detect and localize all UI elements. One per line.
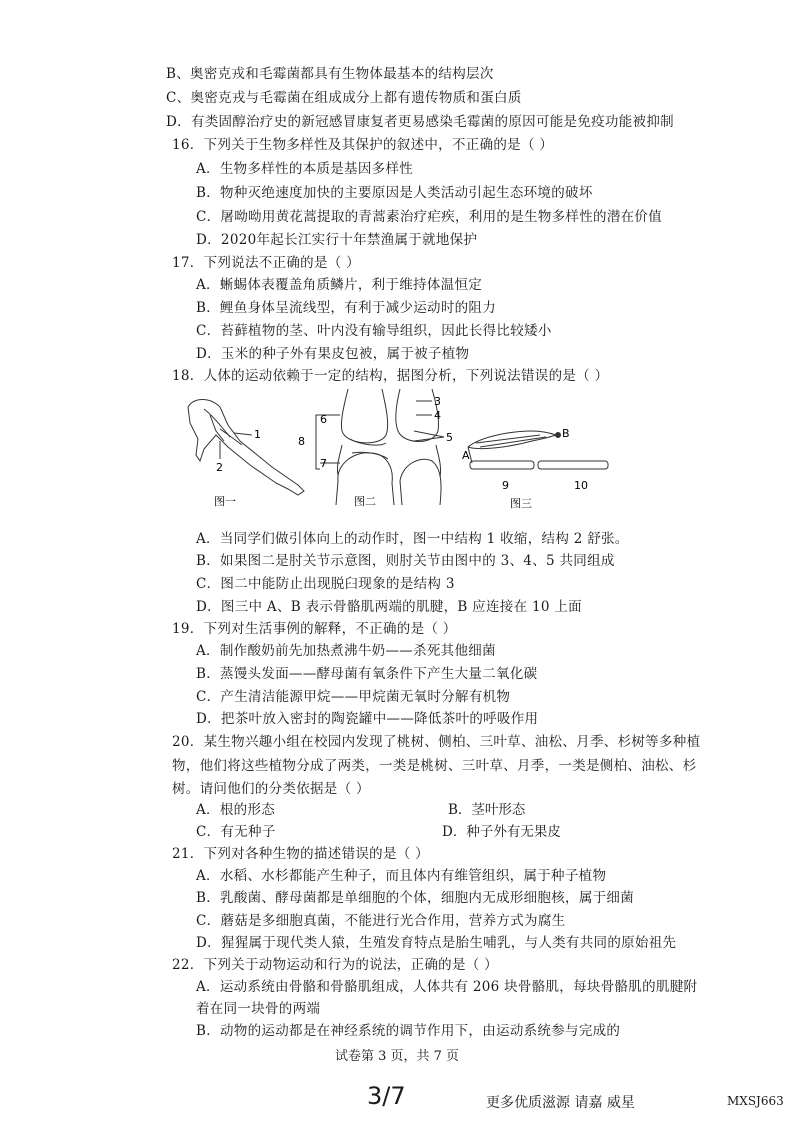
q17-option-d: D．玉米的种子外有果皮包被，属于被子植物 — [196, 346, 470, 362]
q19-option-d: D．把茶叶放入密封的陶瓷罐中——降低茶叶的呼吸作用 — [196, 711, 539, 727]
label-1: 1 — [254, 428, 261, 441]
q18-figure — [180, 385, 610, 513]
q21-option-b: B．乳酸菌、酵母菌都是单细胞的个体，细胞内无成形细胞核，属于细菌 — [196, 890, 635, 906]
q18-option-a: A．当同学们做引体向上的动作时，图一中结构 1 收缩，结构 2 舒张。 — [196, 531, 629, 547]
q21-option-c: C．蘑菇是多细胞真菌，不能进行光合作用，营养方式为腐生 — [196, 913, 566, 929]
q20-option-a: A．根的形态 — [196, 802, 276, 818]
label-10: 10 — [574, 479, 588, 492]
figure-two-joint — [336, 389, 441, 505]
q21-stem: 21．下列对各种生物的描述错误的是（ ） — [172, 846, 429, 862]
q15-option-b: B、奥密克戎和毛霉菌都具有生物体最基本的结构层次 — [166, 66, 494, 82]
q20-option-d: D．种子外有无果皮 — [442, 824, 561, 840]
q18-option-c: C．图二中能防止出现脱臼现象的是结构 3 — [196, 576, 455, 592]
promo-text: 更多优质滋源 请嘉 威星 — [486, 1095, 635, 1111]
q18-stem: 18．人体的运动依赖于一定的结构，据图分析，下列说法错误的是（ ） — [172, 368, 609, 384]
q22-option-b: B．动物的运动都是在神经系统的调节作用下，由运动系统参与完成的 — [196, 1023, 621, 1039]
q15-option-d: D．有类固醇治疗史的新冠感冒康复者更易感染毛霉菌的原因可能是免疫功能被抑制 — [166, 114, 674, 130]
caption-figure-two: 图二 — [354, 495, 376, 508]
caption-figure-one: 图一 — [214, 495, 236, 508]
q18-option-b: B．如果图二是肘关节示意图，则肘关节由图中的 3、4、5 共同组成 — [196, 553, 615, 569]
q17-option-c: C．苔藓植物的茎、叶内没有输导组织，因此长得比较矮小 — [196, 323, 552, 339]
q17-stem: 17．下列说法不正确的是（ ） — [172, 255, 360, 271]
q16-option-d: D．2020年起长江实行十年禁渔属于就地保护 — [196, 232, 478, 248]
figure-three-muscle — [468, 431, 608, 469]
q15-option-c: C、奥密克戎与毛霉菌在组成成分上都有遗传物质和蛋白质 — [166, 90, 522, 106]
label-9: 9 — [502, 479, 509, 492]
q19-option-b: B．蒸馒头发面——酵母菌有氧条件下产生大量二氧化碳 — [196, 666, 538, 682]
figure-one-arm — [188, 400, 304, 496]
caption-figure-three: 图三 — [510, 497, 532, 510]
q19-option-a: A．制作酸奶前先加热煮沸牛奶——杀死其他细菌 — [196, 643, 496, 659]
page-number: 3/7 — [367, 1082, 406, 1110]
label-4: 4 — [434, 409, 441, 422]
page-info: 试卷第 3 页，共 7 页 — [334, 1049, 460, 1064]
document-code: MXSJ663 — [727, 1094, 784, 1108]
q18-option-d: D．图三中 A、B 表示骨骼肌两端的肌腱，B 应连接在 10 上面 — [196, 599, 582, 615]
label-3: 3 — [434, 395, 441, 408]
label-5: 5 — [446, 431, 453, 444]
q16-option-c: C．屠呦呦用黄花蒿提取的青蒿素治疗疟疾，利用的是生物多样性的潜在价值 — [196, 209, 663, 225]
q17-option-a: A．蜥蜴体表覆盖角质鳞片，利于维持体温恒定 — [196, 277, 483, 293]
label-6: 6 — [320, 413, 327, 426]
label-a: A — [462, 449, 470, 462]
q16-option-b: B．物种灭绝速度加快的主要原因是人类活动引起生态环境的破坏 — [196, 185, 593, 201]
q21-option-d: D．猩猩属于现代类人猿，生殖发育特点是胎生哺乳，与人类有共同的原始祖先 — [196, 935, 677, 951]
q16-stem: 16．下列关于生物多样性及其保护的叙述中，不正确的是（ ） — [172, 137, 554, 153]
q20-option-c: C．有无种子 — [196, 824, 276, 840]
q22-option-a-line-2: 着在同一块骨的两端 — [196, 1001, 321, 1017]
label-2: 2 — [216, 461, 223, 474]
label-8: 8 — [298, 435, 305, 448]
q21-option-a: A．水稻、水杉都能产生种子，而且体内有维管组织，属于种子植物 — [196, 868, 607, 884]
q19-stem: 19．下列对生活事例的解释，不正确的是（ ） — [172, 621, 457, 637]
q17-option-b: B．鲤鱼身体呈流线型，有利于减少运动时的阻力 — [196, 300, 497, 316]
label-7: 7 — [320, 457, 327, 470]
q20-stem-line-3: 树。请问他们的分类依据是（ ） — [172, 781, 370, 797]
q16-option-a: A．生物多样性的本质是基因多样性 — [196, 161, 414, 177]
q19-option-c: C．产生清洁能源甲烷——甲烷菌无氧时分解有机物 — [196, 689, 511, 705]
q20-stem-line-2: 物，他们将这些植物分成了两类，一类是桃树、三叶草、月季，一类是侧柏、油松、杉 — [172, 758, 697, 774]
q22-option-a-line-1: A．运动系统由骨骼和骨骼肌组成，人体共有 206 块骨骼肌，每块骨骼肌的肌腱附 — [196, 979, 698, 995]
q20-option-b: B．茎叶形态 — [448, 802, 526, 818]
label-b: B — [562, 427, 570, 440]
q20-stem-line-1: 20．某生物兴趣小组在校园内发现了桃树、侧柏、三叶草、油松、月季、杉树等多种植 — [172, 734, 701, 750]
q22-stem: 22．下列关于动物运动和行为的说法，正确的是（ ） — [172, 957, 498, 973]
